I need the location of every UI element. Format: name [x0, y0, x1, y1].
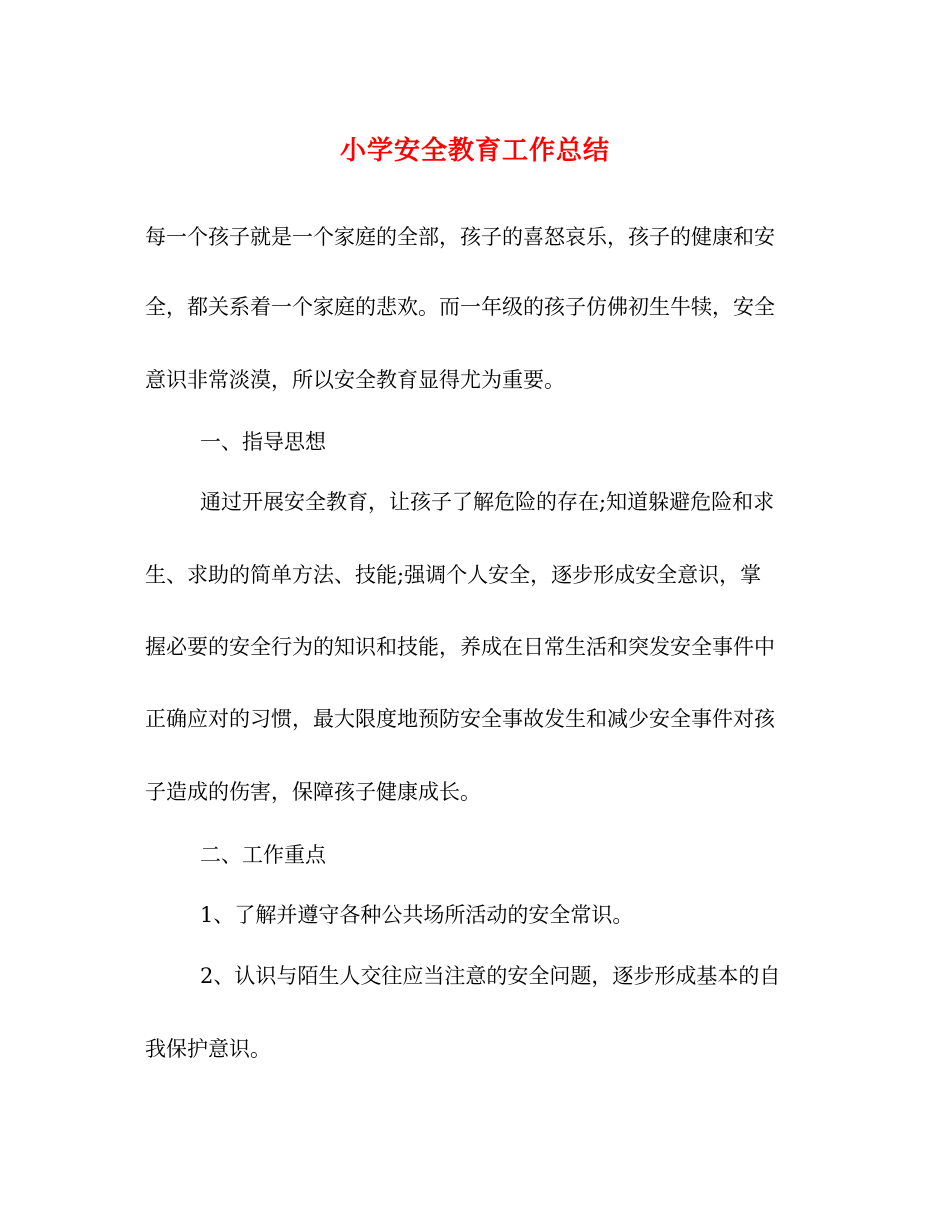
document-title: 小学安全教育工作总结: [339, 136, 610, 166]
section-heading: 一、指导思想: [200, 430, 326, 454]
paragraph-line: 意识非常淡漠，所以安全教育显得尤为重要。: [145, 368, 565, 392]
paragraph-line: 通过开展安全教育，让孩子了解危险的存在;知道躲避危险和求: [200, 490, 775, 514]
section-heading: 二、工作重点: [200, 843, 326, 867]
paragraph-line: 生、求助的简单方法、技能;强调个人安全，逐步形成安全意识，掌: [145, 563, 762, 587]
paragraph-line: 正确应对的习惯，最大限度地预防安全事故发生和减少安全事件对孩: [145, 707, 775, 731]
paragraph-line: 我保护意识。: [145, 1037, 271, 1061]
paragraph-line: 全，都关系着一个家庭的悲欢。而一年级的孩子仿佛初生牛犊，安全: [145, 295, 775, 319]
paragraph-line: 子造成的伤害，保障孩子健康成长。: [145, 780, 481, 804]
list-item: 2、认识与陌生人交往应当注意的安全问题，逐步形成基本的自: [200, 964, 781, 988]
paragraph-line: 握必要的安全行为的知识和技能，养成在日常生活和突发安全事件中: [145, 635, 775, 659]
list-item: 1、了解并遵守各种公共场所活动的安全常识。: [200, 903, 634, 927]
paragraph-line: 每一个孩子就是一个家庭的全部，孩子的喜怒哀乐，孩子的健康和安: [145, 225, 775, 249]
